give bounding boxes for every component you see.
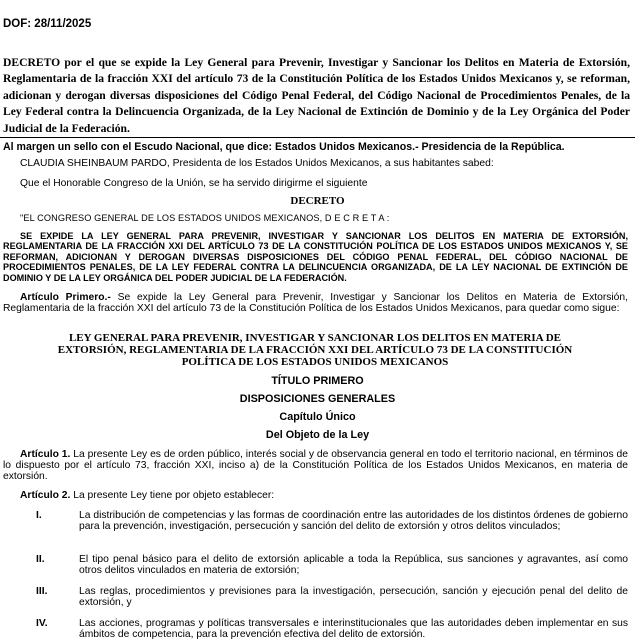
seal-paragraph: Al margen un sello con el Escudo Nacional, que dice: Estados Unidos Mexicanos.- Presidencia de la República. — [3, 141, 565, 153]
articulo-2-text: La presente Ley tiene por objeto establecer: — [70, 490, 275, 501]
articulo-primero-label: Artículo Primero.- — [20, 292, 111, 303]
articulo-1-paragraph — [3, 449, 628, 483]
law-title: LEY GENERAL PARA PREVENIR, INVESTIGAR Y SANCIONAR LOS DELITOS EN MATERIA DE EXTORSIÓN, REGLAMENTARIA DE LA FRACCIÓN XXI DEL ARTÍCULO 73 DE LA CONSTITUCIÓN POLÍTICA DE LOS ESTADOS UNIDOS MEXICANOS — [57, 332, 573, 368]
list-item-number: I. — [36, 510, 42, 521]
objeto-heading: Del Objeto de la Ley — [265, 429, 370, 441]
list-item-number: II. — [36, 554, 45, 565]
list-item-number: III. — [36, 586, 48, 597]
decree-title: DECRETO por el que se expide la Ley General para Prevenir, Investigar y Sancionar los Delitos en Materia de Extorsión, Reglamentaria de la fracción XXI del artículo 73 de la Constitución Política de los Estados Unidos Mexicanos y, se reforman, adicionan y derogan diversas disposiciones del Código Penal Federal, del Código Nacional de Procedimientos Penales, de la Ley Federal contra la Delincuencia Organizada, de la Ley Nacional de Extinción de Dominio y de la Ley Orgánica del Poder Judicial de la Federación. — [3, 56, 630, 135]
list-item-number: IV. — [36, 618, 48, 629]
president-paragraph — [20, 158, 494, 169]
articulo-2-paragraph — [20, 490, 274, 501]
articulo-2-label: Artículo 2. — [20, 490, 71, 501]
articulo-primero-text: Se expide la Ley General para Prevenir, Investigar y Sancionar los Delitos en Materia de Extorsión, Reglamentaria de la fracción XXI del artículo 73 de la Constitución Política de los Estados Unidos Mexicanos, para quedar como sigue: — [3, 292, 628, 315]
section-divider — [0, 137, 635, 138]
decreto-heading: DECRETO — [290, 195, 345, 207]
list-item-text: Las reglas, procedimientos y previsiones para la investigación, persecución, sanción y ejecución penal del delito de extorsión, y — [79, 586, 628, 609]
articulo-1-label: Artículo 1. — [20, 449, 71, 460]
list-item-text: Las acciones, programas y políticas transversales e interinstitucionales que las autoridades deben implementar en sus ámbitos de competencia, para la prevención efectiva del delito de extorsión. — [79, 618, 628, 641]
publication-date: DOF: 28/11/2025 — [3, 18, 92, 30]
capitulo-heading: Capítulo Único — [279, 411, 356, 423]
president-text: , Presidenta de los Estados Unidos Mexicanos, a sus habitantes sabed: — [166, 158, 494, 169]
articulo-1-text: La presente Ley es de orden público, interés social y de observancia general en todo el territorio nacional, en términos de lo dispuesto por el artículo 73, fracción XXI, inciso a) de la Constitución Política de los Estados Unidos Mexicanos, en materia de extorsión. — [3, 449, 628, 483]
congress-decreta: "EL CONGRESO GENERAL DE LOS ESTADOS UNIDOS MEXICANOS, D E C R E T A : — [20, 213, 390, 223]
list-item-text: El tipo penal básico para el delito de extorsión aplicable a toda la República, sus sanciones y agravantes, así como otros delitos vinculados en materia de extorsión; — [79, 554, 628, 577]
congress-notice: Que el Honorable Congreso de la Unión, se ha servido dirigirme el siguiente — [20, 178, 368, 189]
articulo-primero-paragraph — [3, 292, 628, 314]
titulo-heading: TÍTULO PRIMERO — [271, 375, 364, 387]
president-name: CLAUDIA SHEINBAUM PARDO — [20, 158, 167, 169]
uppercase-decree-block: SE EXPIDE LA LEY GENERAL PARA PREVENIR, INVESTIGAR Y SANCIONAR LOS DELITOS EN MATERIA DE EXTORSIÓN, REGLAMENTARIA DE LA FRACCIÓN XXI DEL ARTÍCULO 73 DE LA CONSTITUCIÓN POLÍTICA DE LOS ESTADOS UNIDOS MEXICANOS Y, SE REFORMAN, ADICIONAN Y DEROGAN DIVERSAS DISPOSICIONES DEL CÓDIGO PENAL FEDERAL, DEL CÓDIGO NACIONAL DE PROCEDIMIENTOS PENALES, DE LA LEY FEDERAL CONTRA LA DELINCUENCIA ORGANIZADA, DE LA LEY NACIONAL DE EXTINCIÓN DE DOMINIO Y DE LA LEY ORGÁNICA DEL PODER JUDICIAL DE LA FEDERACIÓN. — [3, 231, 628, 283]
list-item-text: La distribución de competencias y las formas de coordinación entre las autoridades de los distintos órdenes de gobierno para la prevención, investigación, persecución y sanción del delito de extorsión y otros delitos vinculados; — [79, 510, 628, 533]
disposiciones-heading: DISPOSICIONES GENERALES — [239, 393, 396, 405]
